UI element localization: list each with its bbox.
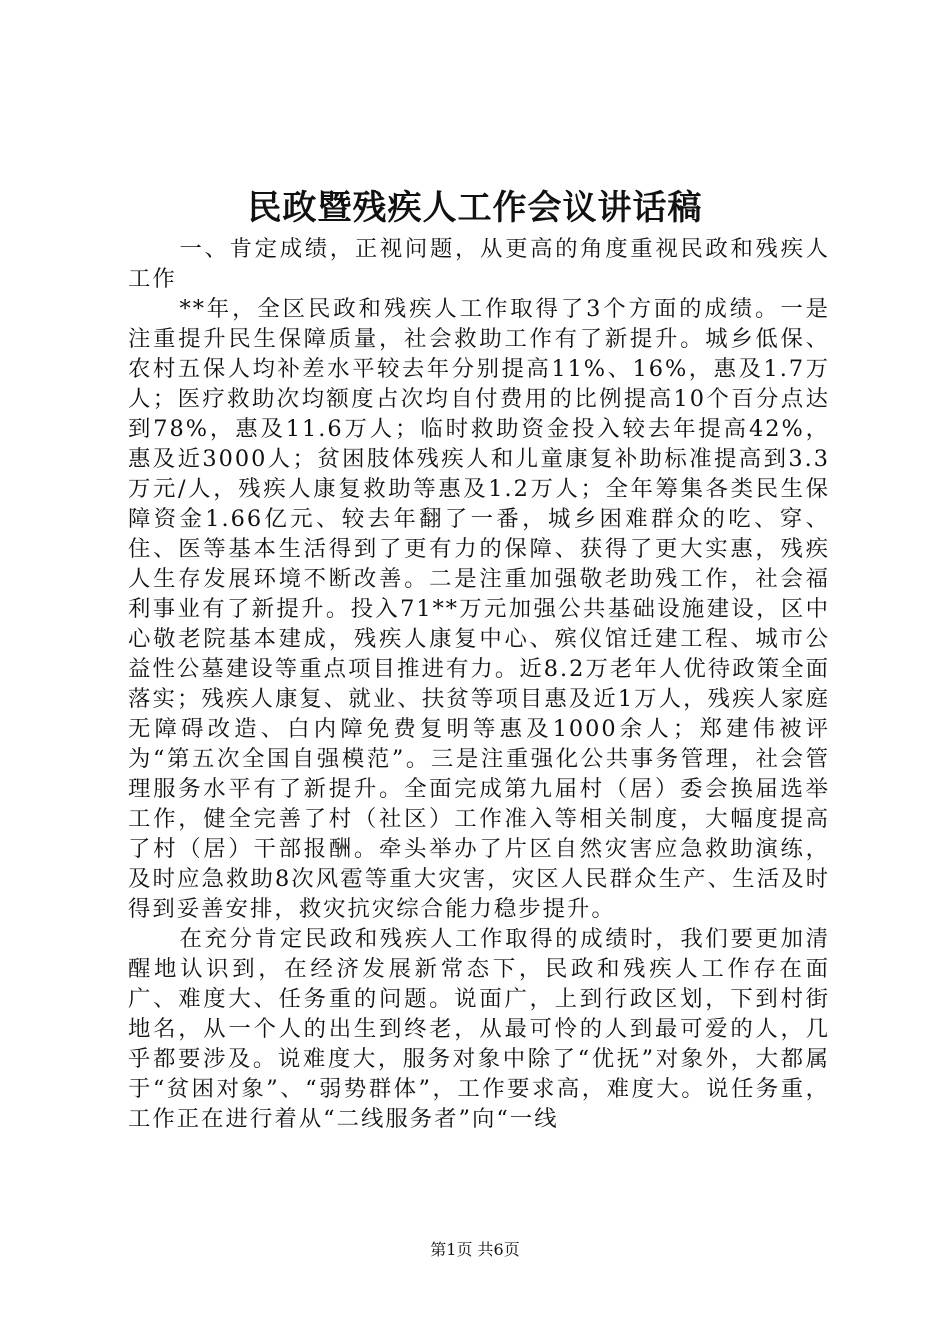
document-body: [128, 234, 830, 1134]
body-paragraph: 在充分肯定民政和残疾人工作取得的成绩时，我们要更加清醒地认识到，在经济发展新常态下，民政和残疾人工作存在面广、难度大、任务重的问题。说面广，上到行政区划，下到村街地名，从一个人的出生到终老，从最可怜的人到最可爱的人，几乎都要涉及。说难度大，服务对象中除了“优抚”对象外，大都属于“贫困对象”、“弱势群体”，工作要求高，难度大。说任务重，工作正在进行着从“二线服务者”向“一线: [128, 926, 830, 1132]
document-title: 民政暨残疾人工作会议讲话稿: [247, 188, 703, 228]
body-paragraph: **年，全区民政和残疾人工作取得了3个方面的成绩。一是注重提升民生保障质量，社会救助工作有了新提升。城乡低保、农村五保人均补差水平较去年分别提高11%、16%，惠及1.7万人；医疗救助次均额度占次均自付费用的比例提高10个百分点达到78%，惠及11.6万人；临时救助资金投入较去年提高42%，惠及近3000人；贫困肢体残疾人和儿童康复补助标准提高到3.3万元/人，残疾人康复救助等惠及1.2万人；全年筹集各类民生保障资金1.66亿元、较去年翻了一番，城乡困难群众的吃、穿、住、医等基本生活得到了更有力的保障、获得了更大实惠，残疾人生存发展环境不断改善。二是注重加强敬老助残工作，社会福利事业有了新提升。投入71**万元加强公共基础设施建设，区中心敬老院基本建成，残疾人康复中心、殡仪馆迁建工程、城市公益性公墓建设等重点项目推进有力。近8.2万老年人优待政策全面落实；残疾人康复、就业、扶贫等项目惠及近1万人，残疾人家庭无障碍改造、白内障免费复明等惠及1000余人；郑建伟被评为“第五次全国自强模范”。三是注重强化公共事务管理，社会管理服务水平有了新提升。全面完成第九届村（居）委会换届选举工作，健全完善了村（社区）工作准入等相关制度，大幅度提高了村（居）干部报酬。牵头举办了片区自然灾害应急救助演练，及时应急救助8次风雹等重大灾害，灾区人民群众生产、生活及时得到妥善安排，救灾抗灾综合能力稳步提升。: [128, 296, 830, 922]
section-heading: 一、肯定成绩，正视问题，从更高的角度重视民政和残疾人工作: [128, 236, 830, 292]
page-number: 第1页 共6页: [430, 1240, 520, 1259]
